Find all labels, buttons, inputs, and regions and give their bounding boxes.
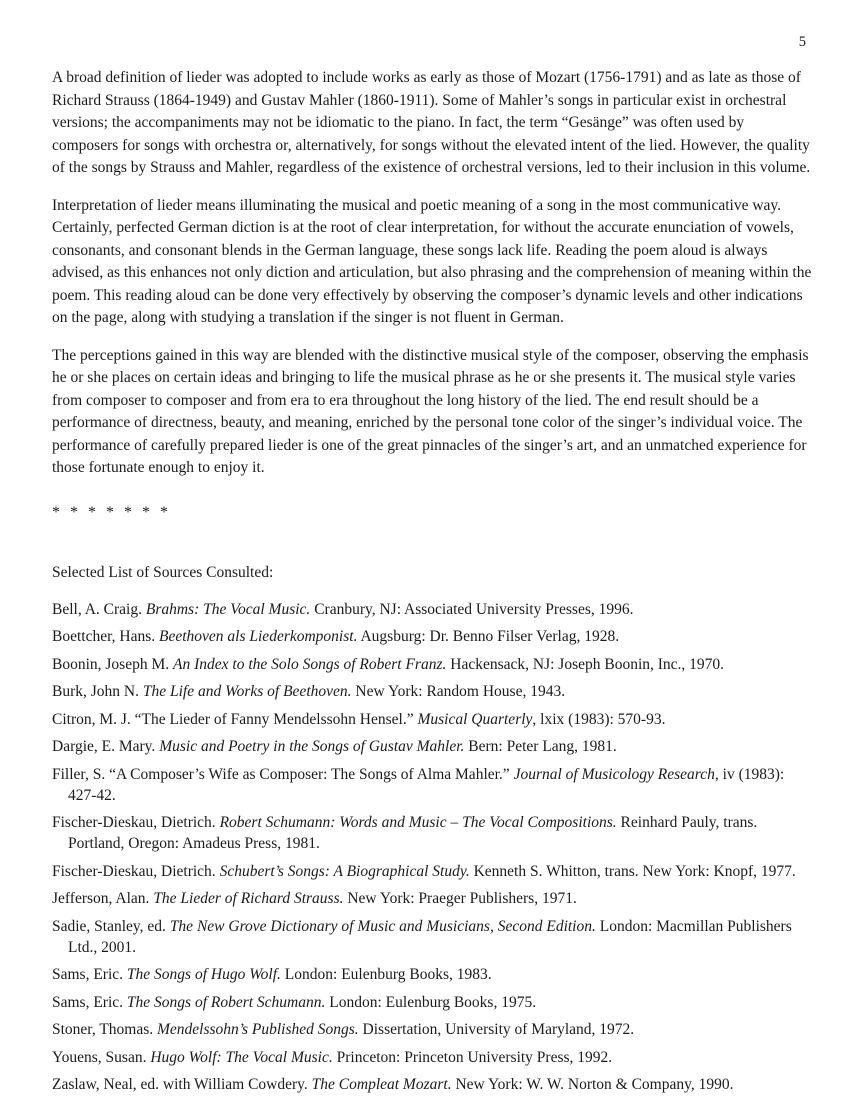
bibliography-entry: Fischer-Dieskau, Dietrich. Robert Schumann: Words and Music – The Vocal Compositions. Reinhard Pauly, trans. Portland, Oregon: Amadeus Press, 1981. [52, 814, 758, 852]
bibliography-entry: Jefferson, Alan. The Lieder of Richard Strauss. New York: Praeger Publishers, 1971. [52, 890, 577, 907]
bibliography-entry: Dargie, E. Mary. Music and Poetry in the Songs of Gustav Mahler. Bern: Peter Lang, 1981. [52, 738, 617, 755]
asterisk-separator: * * * * * * * [52, 503, 171, 521]
bibliography-entry: Sams, Eric. The Songs of Hugo Wolf. London: Eulenburg Books, 1983. [52, 966, 492, 983]
bibliography-entry: Sadie, Stanley, ed. The New Grove Dictionary of Music and Musicians, Second Edition. London: Macmillan Publishers Ltd., 2001. [52, 917, 792, 956]
bibliography-entry: Boonin, Joseph M. An Index to the Solo Songs of Robert Franz. Hackensack, NJ: Joseph Boonin, Inc., 1970. [52, 655, 725, 673]
bibliography-entry: Youens, Susan. Hugo Wolf: The Vocal Music. Princeton: Princeton University Press, 1992. [52, 1048, 613, 1066]
sources-heading: Selected List of Sources Consulted: [52, 563, 274, 581]
bibliography-entry: Stoner, Thomas. Mendelssohn’s Published Songs. Dissertation, University of Maryland, 1972. [52, 1021, 635, 1038]
bibliography-entry: Fischer-Dieskau, Dietrich. Schubert’s Songs: A Biographical Study. Kenneth S. Whitton, trans. New York: Knopf, 1977. [52, 862, 796, 880]
bibliography-entry: Citron, M. J. “The Lieder of Fanny Mendelssohn Hensel.” Musical Quarterly, lxix (1983): 570-93. [52, 710, 666, 728]
bibliography-list [52, 599, 812, 1096]
paragraph-definition-of-lieder: A broad definition of lieder was adopted to include works as early as those of Mozart (1756-1791) and as late as those of Richard Strauss (1864-1949) and Gustav Mahler (1860-1911). Some of Mahler’s songs in particular exist in orchestral versions; the accompaniments may not be idiomatic to the piano. In fact, the term “Gesänge” was often used by composers for songs with orchestra or, alternatively, for songs without the elevated intent of the lied. However, the quality of the songs by Strauss and Mahler, regardless of the existence of orchestral versions, led to their inclusion in this volume. [52, 69, 811, 176]
paragraph-interpretation: Interpretation of lieder means illuminating the musical and poetic meaning of a song in the most communicative way. Certainly, perfected German diction is at the root of clear interpretation, for without the accurate enunciation of vowels, consonants, and consonant blends in the German language, these songs lack life. Reading the poem aloud is always advised, as this enhances not only diction and articulation, but also phrasing and the comprehension of meaning within the poem. This reading aloud can be done very effectively by observing the composer’s dynamic levels and other indications on the page, along with studying a translation if the singer is not fluent in German. [52, 196, 812, 326]
bibliography-entry: Zaslaw, Neal, ed. with William Cowdery. The Compleat Mozart. New York: W. W. Norton & Company, 1990. [52, 1076, 734, 1093]
page-number: 5 [798, 34, 806, 50]
bibliography-entry: Burk, John N. The Life and Works of Beethoven. New York: Random House, 1943. [52, 683, 566, 700]
bibliography-entry: Filler, S. “A Composer’s Wife as Composer: The Songs of Alma Mahler.” Journal of Musicology Research, iv (1983): 427-42. [52, 765, 785, 804]
paragraph-perceptions: The perceptions gained in this way are blended with the distinctive musical style of the composer, observing the emphasis he or she places on certain ideas and bringing to life the musical phrase as he or she presents it. The musical style varies from composer to composer and from era to era throughout the long history of the lied. The end result should be a performance of directness, beauty, and meaning, enriched by the personal tone color of the singer’s individual voice. The performance of carefully prepared lieder is one of the great pinnacles of the singer’s art, and an unmatched experience for those fortunate enough to enjoy it. [52, 346, 809, 476]
bibliography-entry: Boettcher, Hans. Beethoven als Liederkomponist. Augsburg: Dr. Benno Filser Verlag, 1928. [52, 628, 620, 645]
bibliography-entry: Bell, A. Craig. Brahms: The Vocal Music. Cranbury, NJ: Associated University Presses, 1996. [52, 600, 634, 618]
bibliography-entry: Sams, Eric. The Songs of Robert Schumann. London: Eulenburg Books, 1975. [52, 993, 537, 1011]
